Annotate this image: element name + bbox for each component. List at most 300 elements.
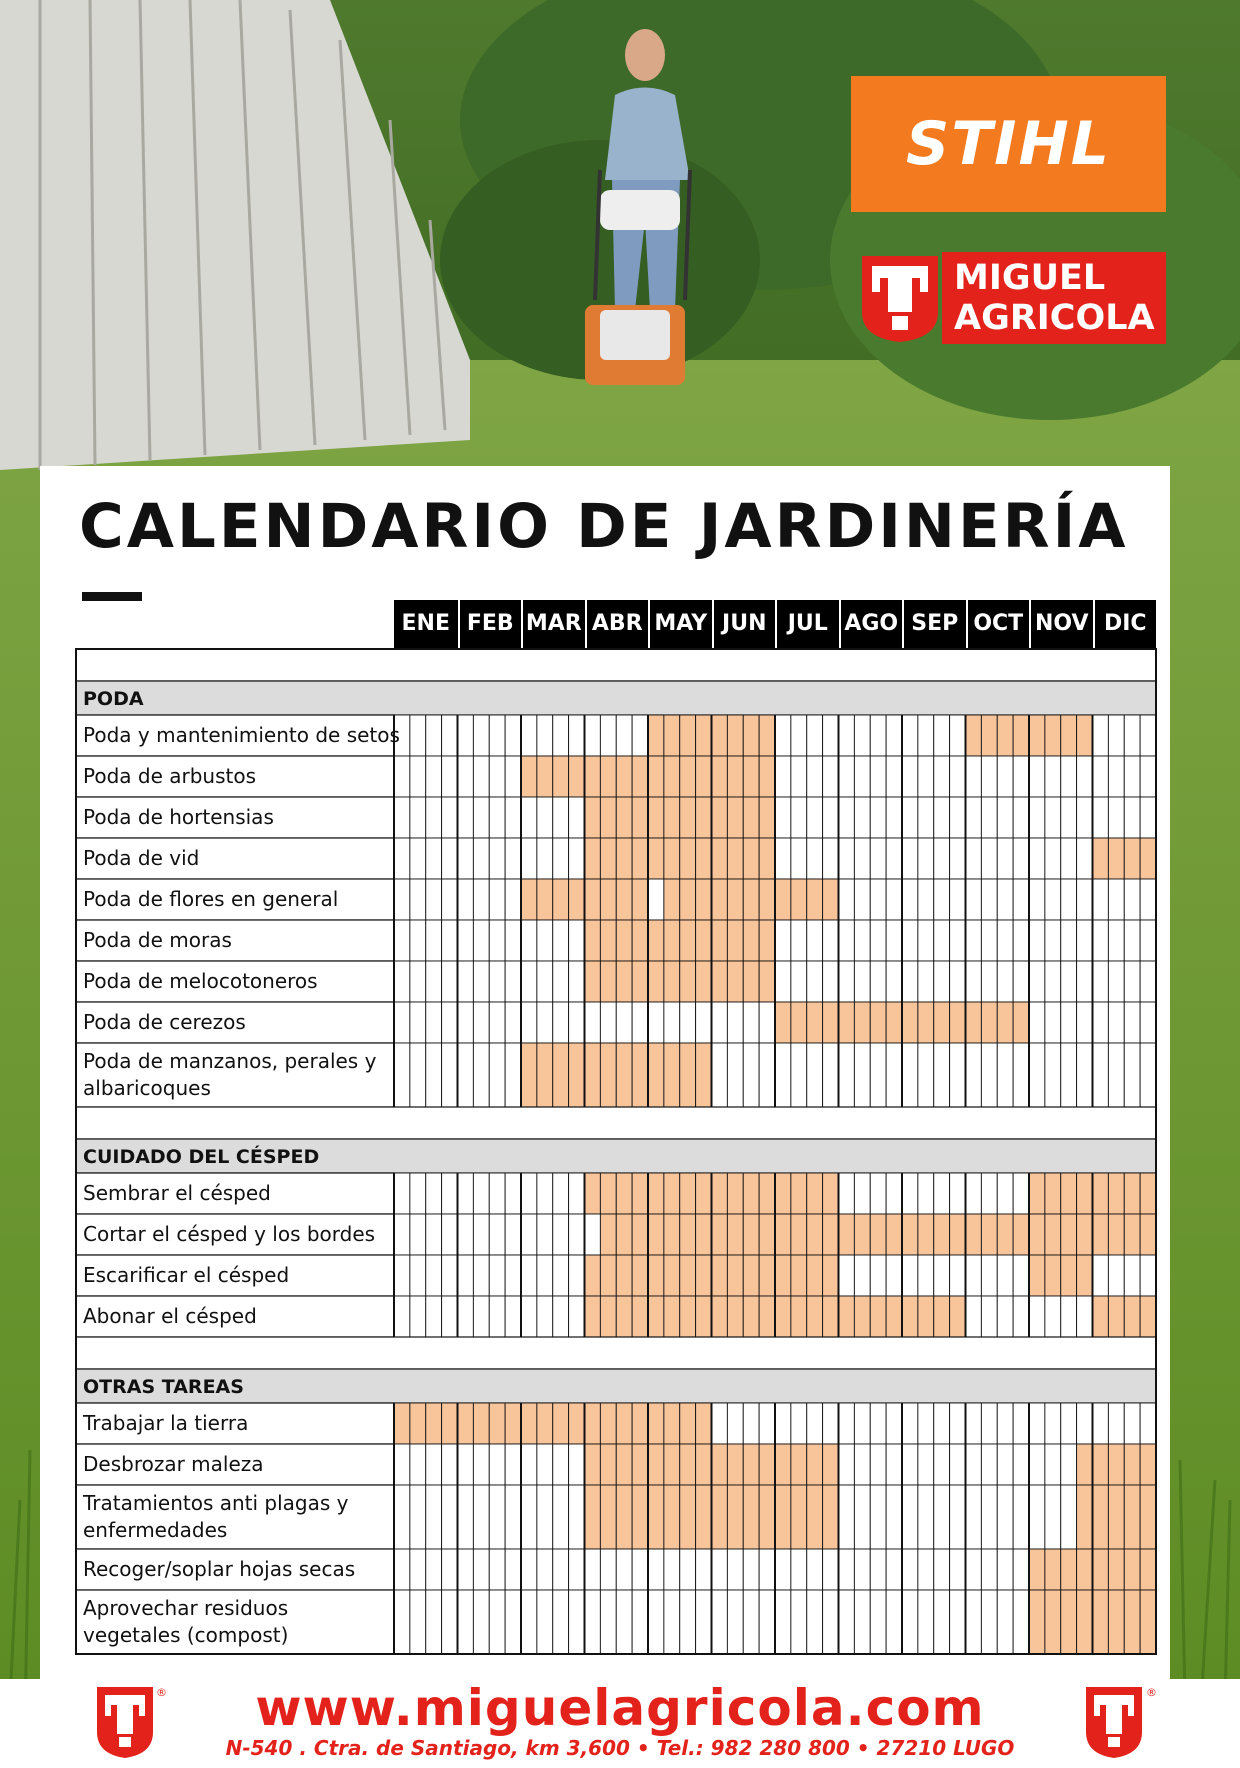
week-cell	[600, 715, 616, 756]
week-cell-active	[1093, 1296, 1109, 1337]
week-cell-active	[664, 797, 680, 838]
week-cell-active	[727, 1214, 743, 1255]
week-cell-active	[727, 756, 743, 797]
week-cell	[997, 1485, 1013, 1549]
week-cell	[442, 1173, 458, 1214]
week-cell-active	[743, 1255, 759, 1296]
stihl-wordmark: STIHL	[906, 109, 1111, 179]
week-cell-active	[950, 1296, 966, 1337]
week-cell	[696, 1590, 712, 1654]
week-cell-active	[648, 715, 664, 756]
week-cell-active	[775, 1444, 791, 1485]
week-cell-active	[585, 961, 601, 1002]
week-cell	[854, 1043, 870, 1107]
week-cell-active	[886, 1002, 902, 1043]
week-cell	[743, 1549, 759, 1590]
week-cell	[394, 1043, 410, 1107]
week-cell	[966, 1296, 982, 1337]
week-cell-active	[616, 1444, 632, 1485]
week-cell-active	[632, 1043, 648, 1107]
week-cell	[1124, 920, 1140, 961]
miguel-agricola-line1: MIGUEL	[954, 258, 1106, 298]
week-cell	[918, 1173, 934, 1214]
spacer-row	[76, 1337, 1156, 1369]
week-cell-active	[648, 838, 664, 879]
week-cell	[410, 1444, 426, 1485]
week-cell	[791, 1549, 807, 1590]
week-cell	[934, 715, 950, 756]
week-cell-active	[1093, 1214, 1109, 1255]
week-cell-active	[600, 756, 616, 797]
week-cell	[791, 1403, 807, 1444]
week-cell	[839, 1043, 855, 1107]
week-cell	[569, 1255, 585, 1296]
week-cell	[1093, 1002, 1109, 1043]
week-cell	[1029, 797, 1045, 838]
week-cell	[886, 1485, 902, 1549]
week-cell-active	[1108, 1296, 1124, 1337]
week-cell-active	[823, 1214, 839, 1255]
week-cell-active	[648, 1403, 664, 1444]
week-cell	[410, 1043, 426, 1107]
week-cell	[997, 961, 1013, 1002]
week-cell	[966, 1043, 982, 1107]
week-cell	[775, 1043, 791, 1107]
week-cell	[902, 961, 918, 1002]
week-cell	[854, 879, 870, 920]
week-cell	[521, 1002, 537, 1043]
week-cell	[473, 879, 489, 920]
week-cell	[1061, 756, 1077, 797]
week-cell	[966, 1403, 982, 1444]
week-cell	[1029, 879, 1045, 920]
week-cell	[997, 879, 1013, 920]
week-cell-active	[727, 797, 743, 838]
week-cell	[966, 1255, 982, 1296]
week-cell	[1093, 797, 1109, 838]
week-cell	[839, 1485, 855, 1549]
week-cell	[981, 1549, 997, 1590]
week-cell	[489, 838, 505, 879]
week-cell	[1108, 920, 1124, 961]
week-cell-active	[775, 1485, 791, 1549]
week-cell	[1013, 920, 1029, 961]
week-cell-active	[1140, 1214, 1156, 1255]
week-cell-active	[537, 756, 553, 797]
week-cell	[870, 1444, 886, 1485]
week-cell	[473, 1002, 489, 1043]
task-label-line: Aprovechar residuos	[83, 1596, 289, 1620]
week-cell	[569, 961, 585, 1002]
week-cell-active	[727, 1173, 743, 1214]
week-cell-active	[696, 1214, 712, 1255]
week-cell	[458, 1444, 474, 1485]
week-cell	[966, 961, 982, 1002]
week-cell-active	[664, 1444, 680, 1485]
week-cell	[489, 1255, 505, 1296]
week-cell-active	[616, 920, 632, 961]
week-cell	[426, 1214, 442, 1255]
week-cell	[902, 715, 918, 756]
week-cell	[839, 1444, 855, 1485]
week-cell-active	[664, 879, 680, 920]
week-cell	[458, 1214, 474, 1255]
week-cell	[775, 715, 791, 756]
week-cell	[600, 1590, 616, 1654]
week-cell-active	[537, 1043, 553, 1107]
week-cell	[886, 1173, 902, 1214]
week-cell	[981, 1043, 997, 1107]
week-cell-active	[664, 1043, 680, 1107]
week-cell	[1077, 797, 1093, 838]
week-cell-active	[902, 1214, 918, 1255]
week-cell	[569, 838, 585, 879]
week-cell	[1140, 920, 1156, 961]
task-label-line: Poda de manzanos, perales y	[83, 1049, 377, 1073]
week-cell	[569, 1485, 585, 1549]
week-cell	[505, 879, 521, 920]
week-cell-active	[823, 1485, 839, 1549]
week-cell	[950, 1255, 966, 1296]
week-cell	[1140, 1403, 1156, 1444]
week-cell	[489, 715, 505, 756]
week-cell	[1061, 797, 1077, 838]
week-cell	[886, 1444, 902, 1485]
week-cell-active	[791, 1002, 807, 1043]
week-cell	[521, 1549, 537, 1590]
week-cell	[1029, 838, 1045, 879]
week-cell	[410, 1296, 426, 1337]
week-cell	[791, 1043, 807, 1107]
week-cell	[553, 1549, 569, 1590]
week-cell-active	[1045, 1590, 1061, 1654]
week-cell	[1013, 961, 1029, 1002]
week-cell-active	[1077, 1255, 1093, 1296]
week-cell	[410, 797, 426, 838]
week-cell	[934, 1255, 950, 1296]
week-cell	[537, 1214, 553, 1255]
week-cell	[775, 1590, 791, 1654]
week-cell	[886, 1590, 902, 1654]
week-cell	[521, 920, 537, 961]
week-cell-active	[839, 1002, 855, 1043]
week-cell-active	[775, 1255, 791, 1296]
week-cell	[807, 920, 823, 961]
week-cell-active	[616, 961, 632, 1002]
week-cell	[1029, 1296, 1045, 1337]
week-cell	[569, 1444, 585, 1485]
week-cell	[1108, 1043, 1124, 1107]
week-cell-active	[1061, 1590, 1077, 1654]
task-label: Abonar el césped	[83, 1304, 257, 1328]
week-cell	[394, 1590, 410, 1654]
week-cell-active	[1045, 1255, 1061, 1296]
week-cell-active	[1108, 1485, 1124, 1549]
week-cell	[886, 879, 902, 920]
week-cell	[1140, 1002, 1156, 1043]
week-cell	[950, 838, 966, 879]
week-cell-active	[600, 1214, 616, 1255]
week-cell-active	[854, 1002, 870, 1043]
week-cell	[1108, 1403, 1124, 1444]
week-cell-active	[505, 1403, 521, 1444]
week-cell-active	[648, 1214, 664, 1255]
week-cell	[553, 1296, 569, 1337]
week-cell	[1140, 1255, 1156, 1296]
week-cell	[807, 797, 823, 838]
week-cell	[918, 961, 934, 1002]
week-cell-active	[600, 920, 616, 961]
week-cell	[1108, 879, 1124, 920]
week-cell-active	[966, 1002, 982, 1043]
week-cell-active	[1013, 1214, 1029, 1255]
week-cell-active	[664, 961, 680, 1002]
week-cell	[966, 1173, 982, 1214]
week-cell-active	[791, 879, 807, 920]
week-cell	[489, 1485, 505, 1549]
week-cell	[1045, 1002, 1061, 1043]
week-cell	[1124, 1403, 1140, 1444]
week-cell-active	[854, 1296, 870, 1337]
week-cell-active	[854, 1214, 870, 1255]
week-cell	[442, 1214, 458, 1255]
month-sep: SEP	[902, 600, 966, 648]
week-cell	[839, 715, 855, 756]
week-cell-active	[1077, 1444, 1093, 1485]
week-cell	[1140, 879, 1156, 920]
week-cell	[886, 961, 902, 1002]
week-cell	[458, 1173, 474, 1214]
week-cell	[870, 797, 886, 838]
week-cell	[569, 715, 585, 756]
week-cell-active	[680, 1214, 696, 1255]
week-cell	[664, 1590, 680, 1654]
week-cell	[823, 1549, 839, 1590]
week-cell	[775, 797, 791, 838]
week-cell	[918, 1549, 934, 1590]
week-cell-active	[585, 1043, 601, 1107]
week-cell-active	[759, 797, 775, 838]
week-cell	[1013, 838, 1029, 879]
week-cell-active	[1124, 1590, 1140, 1654]
week-cell	[791, 920, 807, 961]
week-cell	[521, 1255, 537, 1296]
week-cell	[1140, 961, 1156, 1002]
week-cell	[934, 756, 950, 797]
week-cell	[410, 1002, 426, 1043]
week-cell-active	[743, 756, 759, 797]
week-cell-active	[1124, 838, 1140, 879]
week-cell-active	[600, 1173, 616, 1214]
week-cell-active	[600, 797, 616, 838]
week-cell	[505, 797, 521, 838]
week-cell	[981, 920, 997, 961]
week-cell	[870, 1255, 886, 1296]
week-cell	[521, 838, 537, 879]
week-cell	[886, 838, 902, 879]
week-cell-active	[600, 1403, 616, 1444]
week-cell	[934, 838, 950, 879]
week-cell-active	[1140, 838, 1156, 879]
week-cell-active	[1140, 1485, 1156, 1549]
week-cell-active	[1093, 1549, 1109, 1590]
week-cell-active	[934, 1296, 950, 1337]
week-cell-active	[743, 1214, 759, 1255]
week-cell-active	[1108, 838, 1124, 879]
week-cell-active	[743, 961, 759, 1002]
week-cell-active	[632, 1485, 648, 1549]
week-cell-active	[743, 920, 759, 961]
week-cell-active	[632, 920, 648, 961]
week-cell-active	[1093, 1173, 1109, 1214]
week-cell	[839, 879, 855, 920]
week-cell-active	[1029, 715, 1045, 756]
week-cell-active	[696, 1173, 712, 1214]
week-cell	[537, 1590, 553, 1654]
week-cell-active	[712, 879, 728, 920]
week-cell-active	[664, 1173, 680, 1214]
week-cell-active	[696, 715, 712, 756]
week-cell	[839, 838, 855, 879]
week-cell	[743, 1590, 759, 1654]
week-cell-active	[696, 1296, 712, 1337]
week-cell	[680, 1590, 696, 1654]
week-cell	[839, 1403, 855, 1444]
week-cell	[426, 797, 442, 838]
week-cell-active	[600, 1255, 616, 1296]
week-cell	[473, 797, 489, 838]
week-cell	[458, 1043, 474, 1107]
week-cell	[712, 1403, 728, 1444]
week-cell	[394, 797, 410, 838]
week-cell	[918, 1444, 934, 1485]
week-cell-active	[712, 1173, 728, 1214]
week-cell	[1124, 1002, 1140, 1043]
week-cell-active	[775, 1002, 791, 1043]
week-cell-active	[1124, 1296, 1140, 1337]
week-cell	[426, 1549, 442, 1590]
week-cell-active	[727, 920, 743, 961]
week-cell-active	[823, 1296, 839, 1337]
week-cell	[791, 715, 807, 756]
week-cell	[569, 797, 585, 838]
week-cell	[997, 1403, 1013, 1444]
week-cell	[505, 715, 521, 756]
week-cell-active	[585, 1444, 601, 1485]
week-cell	[505, 1296, 521, 1337]
week-cell	[1093, 1255, 1109, 1296]
week-cell	[442, 715, 458, 756]
week-cell-active	[1013, 715, 1029, 756]
week-cell	[902, 1403, 918, 1444]
week-cell	[886, 797, 902, 838]
week-cell	[505, 1549, 521, 1590]
week-cell-active	[823, 879, 839, 920]
week-cell	[1045, 1296, 1061, 1337]
week-cell-active	[664, 1296, 680, 1337]
week-cell	[553, 961, 569, 1002]
week-cell-active	[823, 1173, 839, 1214]
week-cell-active	[870, 1296, 886, 1337]
week-cell	[489, 756, 505, 797]
week-cell	[854, 1549, 870, 1590]
week-cell	[934, 961, 950, 1002]
week-cell-active	[600, 1485, 616, 1549]
week-cell	[870, 961, 886, 1002]
week-cell-active	[632, 1173, 648, 1214]
week-cell-active	[902, 1296, 918, 1337]
week-cell-active	[727, 1255, 743, 1296]
week-cell-active	[1077, 1549, 1093, 1590]
week-cell	[537, 1173, 553, 1214]
week-cell-active	[1061, 1549, 1077, 1590]
week-cell	[569, 1549, 585, 1590]
week-cell-active	[775, 1296, 791, 1337]
week-cell	[505, 1043, 521, 1107]
week-cell	[632, 715, 648, 756]
website-link[interactable]: www.miguelagricola.com	[255, 1679, 985, 1737]
week-cell	[743, 1002, 759, 1043]
week-cell	[473, 1043, 489, 1107]
week-cell-active	[632, 756, 648, 797]
week-cell	[1045, 879, 1061, 920]
week-cell	[569, 1590, 585, 1654]
week-cell	[410, 1549, 426, 1590]
week-cell	[585, 1214, 601, 1255]
week-cell	[426, 1255, 442, 1296]
week-cell-active	[616, 1296, 632, 1337]
week-cell	[870, 1403, 886, 1444]
week-cell	[997, 1043, 1013, 1107]
week-cell	[632, 1002, 648, 1043]
week-cell	[410, 1173, 426, 1214]
week-cell	[966, 1549, 982, 1590]
week-cell	[1029, 1403, 1045, 1444]
section-label: OTRAS TAREAS	[83, 1376, 244, 1398]
week-cell	[934, 1043, 950, 1107]
week-cell	[791, 961, 807, 1002]
week-cell	[442, 879, 458, 920]
week-cell	[823, 756, 839, 797]
week-cell	[854, 920, 870, 961]
task-label: Desbrozar maleza	[83, 1452, 264, 1476]
week-cell	[442, 1255, 458, 1296]
week-cell	[1029, 920, 1045, 961]
week-cell-active	[1045, 1214, 1061, 1255]
week-cell	[918, 1043, 934, 1107]
week-cell-active	[886, 1296, 902, 1337]
week-cell	[458, 879, 474, 920]
week-cell	[759, 1590, 775, 1654]
week-cell	[1140, 756, 1156, 797]
week-cell	[1093, 879, 1109, 920]
week-cell-active	[1077, 1485, 1093, 1549]
week-cell	[1061, 1002, 1077, 1043]
week-cell-active	[743, 838, 759, 879]
week-cell-active	[1140, 1444, 1156, 1485]
week-cell-active	[918, 1296, 934, 1337]
week-cell	[537, 838, 553, 879]
week-cell	[521, 1173, 537, 1214]
week-cell	[712, 1549, 728, 1590]
week-cell	[966, 838, 982, 879]
week-cell	[442, 1043, 458, 1107]
task-label: Recoger/soplar hojas secas	[83, 1557, 356, 1581]
week-cell	[1029, 1043, 1045, 1107]
week-cell	[997, 920, 1013, 961]
week-cell-active	[902, 1002, 918, 1043]
week-cell-active	[839, 1296, 855, 1337]
